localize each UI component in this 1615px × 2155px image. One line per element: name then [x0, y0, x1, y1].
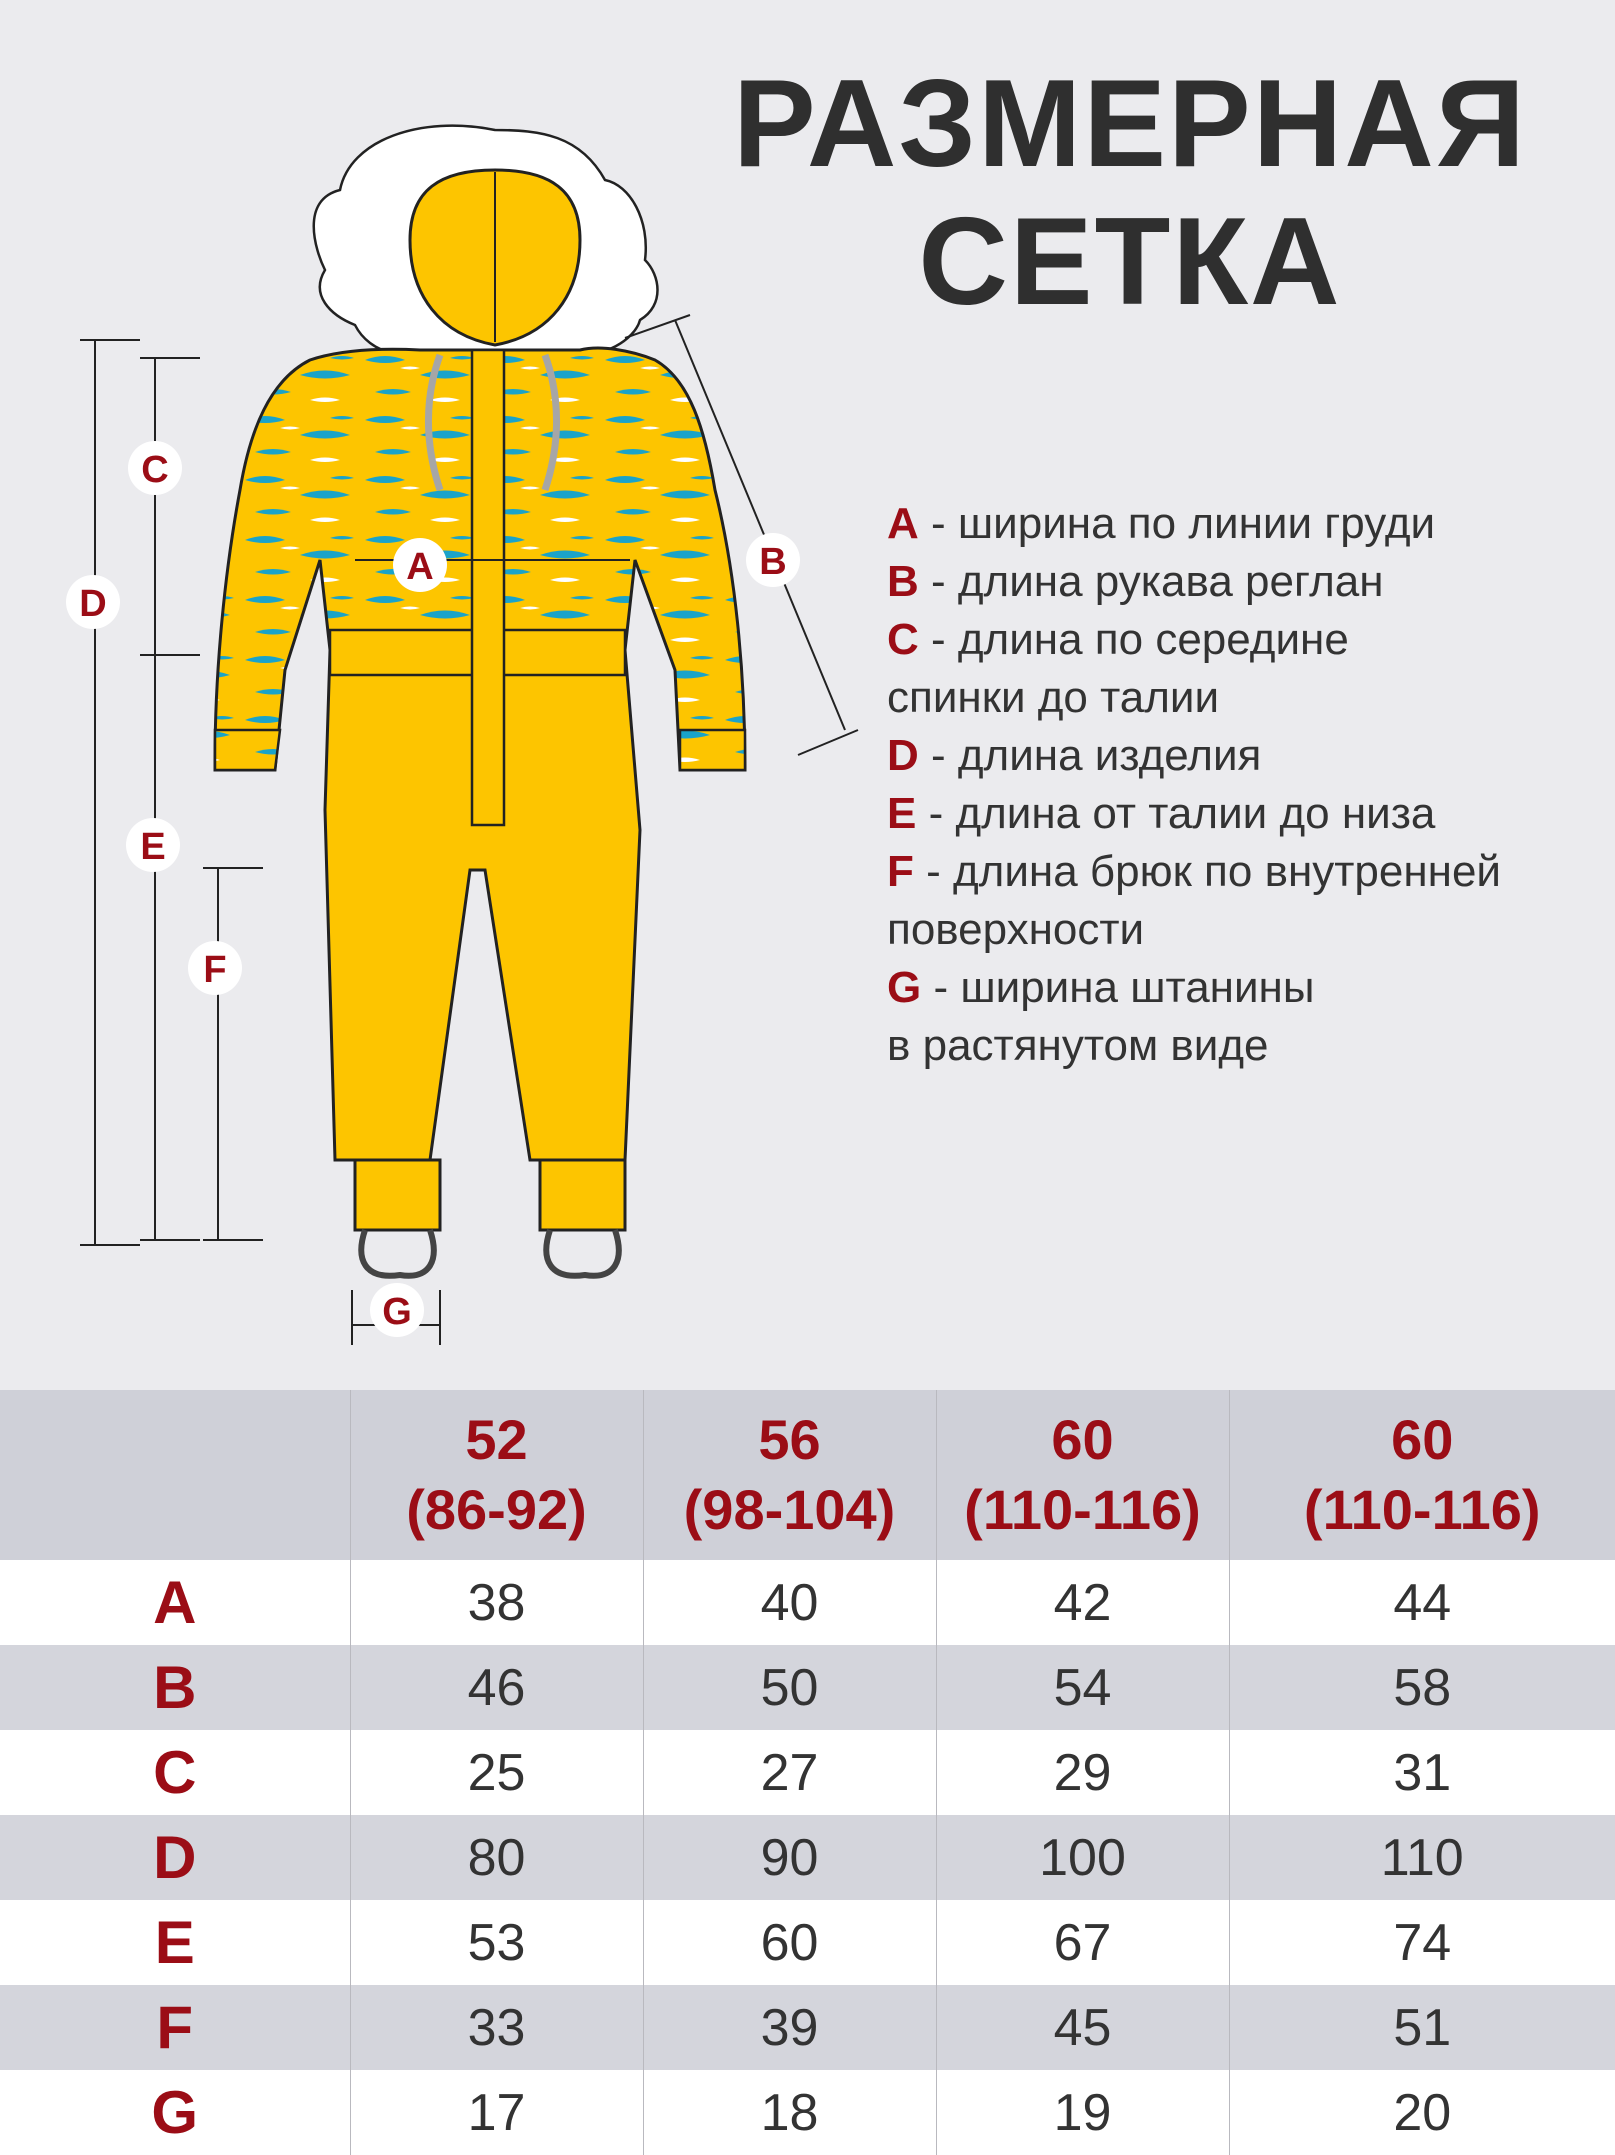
marker-g-label: G [382, 1291, 412, 1333]
table-cell: 44 [1229, 1560, 1615, 1645]
table-cell: 50 [643, 1645, 936, 1730]
marker-b-label: B [759, 541, 787, 583]
table-header-row [0, 1390, 1615, 1560]
legend-text: - длина брюк по внутренней [913, 847, 1501, 896]
legend-key: F [887, 847, 914, 896]
table-cell: 39 [643, 1985, 936, 2070]
legend-key: G [887, 963, 922, 1012]
header-cell [643, 1390, 936, 1560]
title-line-1: РАЗМЕРНАЯ [733, 55, 1527, 193]
marker-g [370, 1283, 424, 1337]
row-key: F [0, 1985, 350, 2070]
marker-f-label: F [203, 949, 227, 991]
table-cell: 53 [350, 1900, 643, 1985]
marker-c-label: C [141, 449, 169, 491]
size-value: 56 [758, 1408, 821, 1471]
table-cell: 60 [643, 1900, 936, 1985]
height-range: (110-116) [964, 1478, 1201, 1541]
table-cell: 80 [350, 1815, 643, 1900]
table-cell: 46 [350, 1645, 643, 1730]
legend-item-b [887, 553, 1607, 611]
table-cell: 38 [350, 1560, 643, 1645]
row-key: G [0, 2070, 350, 2155]
marker-c [128, 441, 182, 495]
table-cell: 100 [936, 1815, 1229, 1900]
legend-item-g [887, 959, 1607, 1017]
table-cell: 27 [643, 1730, 936, 1815]
table-cell: 20 [1229, 2070, 1615, 2155]
marker-d [66, 575, 120, 629]
size-value: 52 [465, 1408, 528, 1471]
row-key: D [0, 1815, 350, 1900]
table-row [0, 1560, 1615, 1645]
legend-key: E [887, 789, 917, 838]
table-cell: 42 [936, 1560, 1229, 1645]
height-range: (98-104) [683, 1478, 896, 1541]
table-cell: 45 [936, 1985, 1229, 2070]
table-row [0, 2070, 1615, 2155]
fur-hood [314, 126, 658, 355]
table-cell: 51 [1229, 1985, 1615, 2070]
legend-item-f [887, 843, 1607, 901]
table-cell: 54 [936, 1645, 1229, 1730]
title-line-2: СЕТКА [918, 193, 1342, 331]
table-row [0, 1730, 1615, 1815]
header-cell [350, 1390, 643, 1560]
marker-a [393, 538, 447, 592]
row-key: A [0, 1560, 350, 1645]
table-cell: 58 [1229, 1645, 1615, 1730]
table-cell: 19 [936, 2070, 1229, 2155]
height-range: (86-92) [406, 1478, 587, 1541]
legend-text: - длина изделия [918, 731, 1262, 780]
height-range: (110-116) [1303, 1478, 1541, 1541]
size-table [0, 1390, 1615, 2155]
legend-text: - длина от талии до низа [916, 789, 1436, 838]
table-cell: 25 [350, 1730, 643, 1815]
legend-text: - ширина штанины [921, 963, 1315, 1012]
legend-item-c [887, 611, 1607, 669]
legend-item-a [887, 495, 1607, 553]
legend-item-g-cont: в растянутом виде [887, 1021, 1269, 1070]
row-key: E [0, 1900, 350, 1985]
table-cell: 29 [936, 1730, 1229, 1815]
table-cell: 74 [1229, 1900, 1615, 1985]
table-row [0, 1900, 1615, 1985]
row-key: B [0, 1645, 350, 1730]
torso [215, 348, 745, 825]
table-cell: 18 [643, 2070, 936, 2155]
header-corner [0, 1390, 350, 1560]
table-cell: 33 [350, 1985, 643, 2070]
table-row [0, 1815, 1615, 1900]
legend-key: B [887, 557, 919, 606]
table-cell: 90 [643, 1815, 936, 1900]
legend-key: A [887, 499, 919, 548]
marker-b [746, 533, 800, 587]
table-row [0, 1645, 1615, 1730]
legend-text: - длина рукава реглан [918, 557, 1384, 606]
table-cell: 17 [350, 2070, 643, 2155]
legend-key: D [887, 731, 919, 780]
header-cell [936, 1390, 1229, 1560]
legend-item-c-cont: спинки до талии [887, 673, 1220, 722]
marker-d-label: D [79, 583, 107, 625]
row-key: C [0, 1730, 350, 1815]
legend-text: - длина по середине [918, 615, 1349, 664]
marker-a-label: A [406, 546, 434, 588]
header-cell [1229, 1390, 1615, 1560]
jumpsuit-illustration [0, 110, 900, 1350]
table-cell: 110 [1229, 1815, 1615, 1900]
table-row [0, 1985, 1615, 2070]
marker-f [188, 941, 242, 995]
legend [887, 495, 1607, 1075]
size-value: 60 [1391, 1408, 1454, 1471]
size-value: 60 [1051, 1408, 1114, 1471]
legend-item-e [887, 785, 1607, 843]
legend-item-d [887, 727, 1607, 785]
table-cell: 31 [1229, 1730, 1615, 1815]
legend-text: - ширина по линии груди [918, 499, 1436, 548]
legend-item-f-cont: поверхности [887, 905, 1145, 954]
legend-key: C [887, 615, 919, 664]
table-cell: 40 [643, 1560, 936, 1645]
marker-e-label: E [140, 826, 166, 868]
marker-e [126, 818, 180, 872]
table-cell: 67 [936, 1900, 1229, 1985]
